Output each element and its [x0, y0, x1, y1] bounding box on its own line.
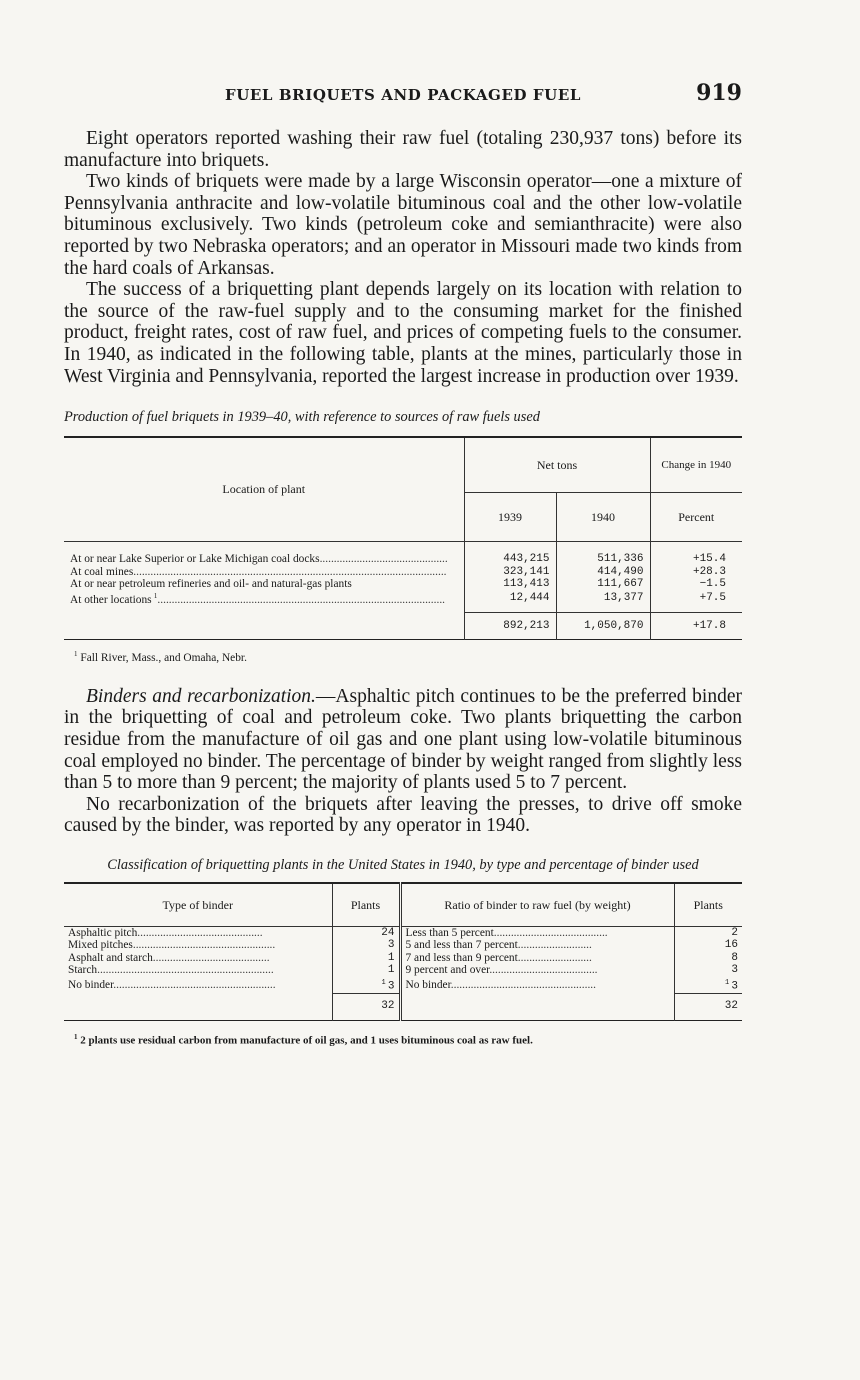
row-label: At coal mines.............................................................................................................. — [64, 566, 464, 578]
plants2-count: 3 — [731, 964, 738, 977]
col-header-plants2: Plants — [674, 883, 742, 927]
table-row — [64, 566, 742, 578]
binders-section — [64, 686, 742, 837]
ratio-label: Less than 5 percent — [405, 927, 494, 939]
col-header-type: Type of binder — [64, 883, 332, 927]
table1-footnote: $^1$ Fall River, Mass., and Omaha, Nebr. — [74, 650, 247, 664]
cell-percent: −1.5 — [699, 577, 726, 590]
cell-1939: 12,444 — [464, 590, 556, 612]
plants2-count: 2 — [731, 927, 738, 939]
table-row — [64, 590, 742, 612]
row-label: At or near Lake Superior or Lake Michigan coal docks............................................. — [64, 542, 464, 566]
footnote-ref: 1 — [381, 978, 386, 987]
cell-1939: 323,141 — [464, 566, 556, 578]
footnote-ref: 1 — [153, 592, 158, 601]
ratio-label: 7 and less than 9 percent — [405, 951, 518, 964]
col-header-net-tons: Net tons — [464, 437, 650, 493]
intro-text — [64, 128, 742, 387]
cell-1939: 443,215 — [464, 542, 556, 566]
table1-caption: Production of fuel briquets in 1939–40, with reference to sources of raw fuels used — [64, 409, 540, 426]
paragraph: Two kinds of briquets were made by a large Wisconsin operator—one a mixture of Pennsylvania anthracite and low-volatile bituminous coal and the other low-volatile bituminous exclusively. Two kinds (petroleum coke and semianthracite) were also reported by two Nebraska operators; and an operator in Missouri made two kinds from the hard coals of Arkansas. — [64, 171, 742, 279]
footnote-ref: 1 — [724, 978, 730, 987]
table-row — [64, 542, 742, 566]
plants-count: 1 — [332, 964, 400, 976]
cell-percent: +7.5 — [699, 591, 726, 604]
binder-type: No binder — [68, 978, 114, 991]
production-table — [64, 436, 742, 640]
table2-caption: Classification of briquetting plants in the United States in 1940, by type and percentage of binder used — [107, 857, 699, 873]
binder-type: Asphalt and starch — [68, 951, 153, 964]
document-page — [64, 80, 742, 1046]
table2-footnote: $^1$ 2 plants use residual carbon from manufacture of oil gas, and 1 uses bituminous coal as raw fuel. — [74, 1032, 533, 1047]
cell-1940: 111,667 — [556, 578, 650, 590]
table-row: No binder......................................................... $^1$ 3 No binder................................................... $^1$ 3 — [64, 977, 742, 994]
cell-1940: 414,490 — [556, 566, 650, 578]
ratio-label: 5 and less than 7 percent — [405, 939, 518, 952]
page-number: 919 — [696, 80, 742, 106]
col-header-location: Location of plant — [64, 437, 464, 542]
col-header-plants: Plants — [332, 883, 400, 927]
col-header-1939: 1939 — [464, 493, 556, 542]
plants2-count: 16 — [724, 939, 738, 952]
total-1939: 892,213 — [464, 613, 556, 640]
total-plants2: 32 — [674, 993, 742, 1020]
row-label: At other locations $^1$..................................................................................................... — [64, 590, 464, 612]
cell-1940: 13,377 — [556, 590, 650, 612]
total-plants: 32 — [332, 993, 400, 1020]
binder-type: Mixed pitches — [68, 939, 133, 952]
paragraph: No recarbonization of the briquets after leaving the presses, to drive off smoke caused by the binder, was reported by any operator in 1940. — [64, 793, 742, 837]
cell-percent: +15.4 — [692, 553, 726, 566]
table-row: Asphalt and starch......................................... 1 7 and less than 9 percent.......................... 8 — [64, 952, 742, 964]
binder-table — [64, 882, 742, 1021]
running-title: FUEL BRIQUETS AND PACKAGED FUEL — [224, 86, 582, 104]
total-1940: 1,050,870 — [556, 613, 650, 640]
section-heading: Binders and recarbonization. — [86, 685, 316, 707]
binder-type: Starch — [68, 964, 98, 977]
page-header — [64, 80, 742, 110]
ratio-label: No binder — [405, 978, 451, 991]
total-percent: +17.8 — [650, 613, 742, 640]
col-header-change: Change in 1940 — [650, 437, 742, 493]
table-row: Starch.............................................................. 1 9 percent and over...................................... 3 — [64, 964, 742, 976]
plants-count: 3 — [332, 939, 400, 951]
col-header-percent: Percent — [650, 493, 742, 542]
table-row — [64, 578, 742, 590]
paragraph: Binders and recarbonization.—Asphaltic pitch continues to be the preferred binder in the briquetting of coal and petroleum coke. Two plants briquetting the carbon residue from the manufacture of oil gas and one plant using low-volatile bituminous coal employed no binder. The percentage of binder by weight ranged from slightly less than 5 to more than 9 percent; the majority of plants used 5 to 7 percent. — [64, 685, 742, 794]
cell-1940: 511,336 — [556, 542, 650, 566]
total-row — [64, 613, 742, 640]
ratio-label: 9 percent and over — [405, 964, 490, 977]
plants-count: 1 — [332, 952, 400, 964]
paragraph: The success of a briquetting plant depends largely on its location with relation to the source of the raw-fuel supply and to the consuming market for the finished product, freight rates, cost of raw fuel, and prices of competing fuels to the consumer. In 1940, as indicated in the following table, plants at the mines, particularly those in West Virginia and Pennsylvania, reported the largest increase in production over 1939. — [64, 279, 742, 387]
col-header-ratio: Ratio of binder to raw fuel (by weight) — [400, 883, 674, 927]
cell-1939: 113,413 — [464, 578, 556, 590]
plants-count: $^1$ 3 — [332, 977, 400, 994]
row-label: At or near petroleum refineries and oil- and natural-gas plants — [64, 578, 464, 590]
table-row: Mixed pitches.................................................. 3 5 and less than 7 percent.......................... 16 — [64, 939, 742, 951]
plants2-count: $^1$ 3 — [724, 978, 738, 993]
cell-percent: +28.3 — [692, 565, 726, 578]
paragraph: Eight operators reported washing their raw fuel (totaling 230,937 tons) before its manufacture into briquets. — [64, 128, 742, 171]
total-row — [64, 993, 742, 1020]
table-row: Asphaltic pitch............................................ 24 Less than 5 percent........................................ 2 — [64, 927, 742, 940]
plants2-count: 8 — [731, 951, 738, 964]
col-header-1940: 1940 — [556, 493, 650, 542]
binder-type: Asphaltic pitch — [68, 927, 138, 939]
plants-count: 24 — [332, 927, 400, 940]
